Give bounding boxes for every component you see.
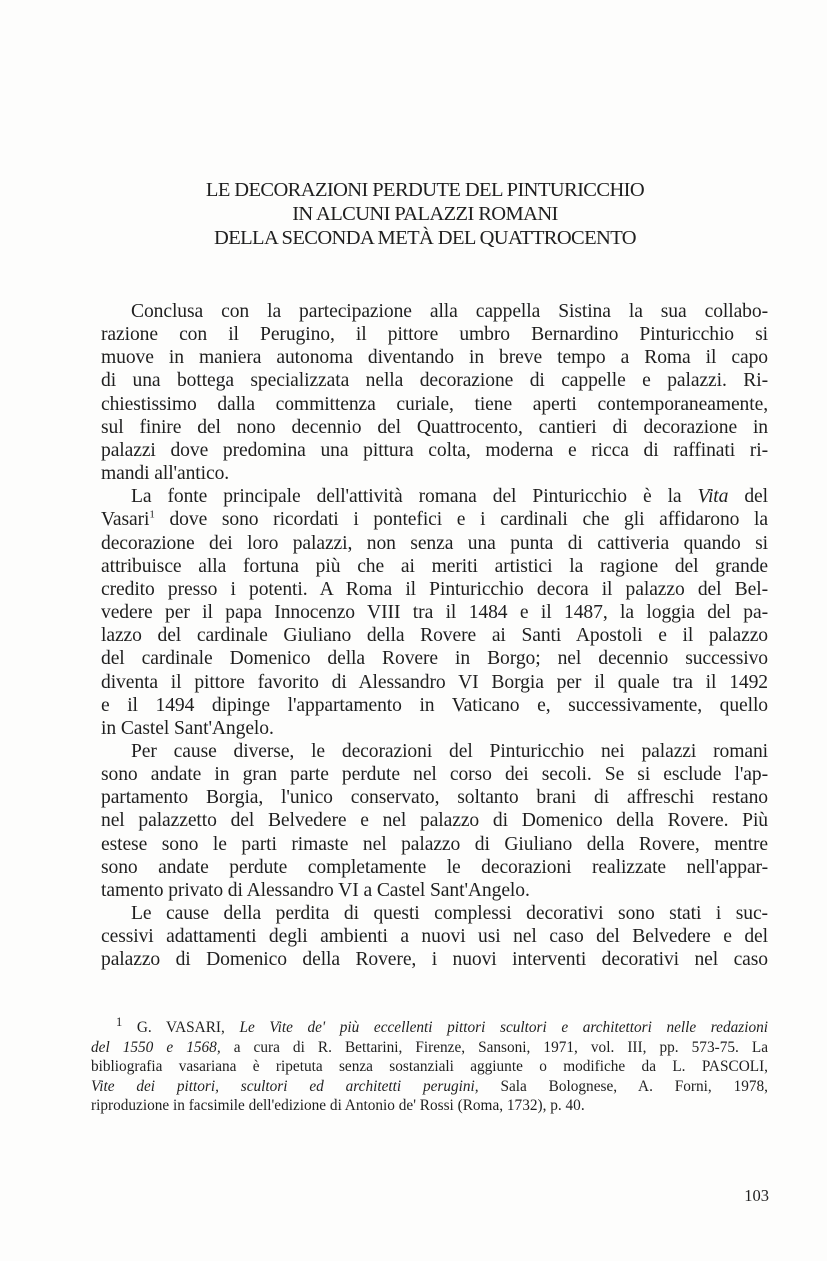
footnote-reference[interactable]: 1 <box>149 508 155 521</box>
footnote-author: G. VASARI, <box>136 1019 225 1036</box>
text-line: sul finire del nono decennio del Quattrocento, cantieri di decorazione in <box>101 416 768 438</box>
text-line: Le cause della perdita di questi complessi decorativi sono stati i suc- <box>131 903 768 925</box>
text-run: del <box>728 486 768 508</box>
text-line: vedere per il papa Innocenzo VIII tra il 1484 e il 1487, la loggia del pa- <box>101 602 768 624</box>
paragraph-2 <box>101 485 768 740</box>
text-run: Sala Bolognese, A. Forni, 1978, <box>500 1077 768 1095</box>
text-line: palazzi dove predomina una pittura colta, moderna e ricca di raffinati ri- <box>101 439 768 461</box>
text-line: mandi all'antico. <box>101 463 230 485</box>
text-line: estese sono le parti rimaste nel palazzo di Giuliano della Rovere, mentre <box>101 833 768 855</box>
text-line: sono andate in gran parte perdute nel corso dei secoli. Se si esclude l'ap- <box>101 764 768 786</box>
text-line: Conclusa con la partecipazione alla cappella Sistina la sua collabo- <box>131 301 768 322</box>
title-line-2: IN ALCUNI PALAZZI ROMANI <box>292 203 558 225</box>
work-title-vita: Vita <box>697 486 729 508</box>
text-line: credito presso i potenti. A Roma il Pinturicchio decora il palazzo del Bel- <box>101 578 768 600</box>
footnote-line: bibliografia vasariana è ripetuta senza sostanziali aggiunte o modifiche da L. PASCOLI, <box>91 1058 768 1075</box>
footnote-line <box>91 1014 769 1038</box>
text-line: muove in maniera autonoma diventando in breve tempo a Roma il capo <box>101 347 768 369</box>
title-line-3: DELLA SECONDA METÀ DEL QUATTROCENTO <box>213 227 636 249</box>
text-line: del cardinale Domenico della Rovere in Borgo; nel decennio successivo <box>101 648 768 670</box>
footnote-marker: 1 <box>116 1014 123 1029</box>
chapter-title <box>100 178 750 250</box>
footnote-line: riproduzione in facsimile dell'edizione di Antonio de' Rossi (Roma, 1732), p. 40. <box>91 1097 585 1114</box>
text-line: diventa il pittore favorito di Alessandro VI Borgia per il quale tra il 1492 <box>101 671 768 693</box>
text-line: e il 1494 dipinge l'appartamento in Vaticano e, successivamente, quello <box>101 694 768 716</box>
text-line: partamento Borgia, l'unico conservato, soltanto brani di affreschi restano <box>101 787 768 809</box>
text-line: cessivi adattamenti degli ambienti a nuovi usi nel caso del Belvedere e del <box>101 926 768 948</box>
text-line: in Castel Sant'Angelo. <box>101 717 274 739</box>
paragraph-3 <box>101 740 768 902</box>
footnote-work-title: Vite dei pittori, scultori ed architetti perugini, <box>91 1077 479 1095</box>
text-line: chiestissimo dalla committenza curiale, tiene aperti contemporaneamente, <box>101 393 768 415</box>
text-line: Per cause diverse, le decorazioni del Pinturicchio nei palazzi romani <box>131 740 768 762</box>
footnote-work-title: Le Vite de' più eccellenti pittori scultori e architettori nelle redazioni <box>239 1019 769 1036</box>
text-run: dove sono ricordati i pontefici e i cardinali che gli affidarono la <box>154 509 768 531</box>
text-line: di una bottega specializzata nella decorazione di cappelle e palazzi. Ri- <box>101 370 768 392</box>
text-line: razione con il Perugino, il pittore umbro Bernardino Pinturicchio si <box>101 324 768 346</box>
paragraph-4 <box>101 902 768 971</box>
text-run: Vasari <box>101 509 150 531</box>
text-line: sono andate perdute completamente le decorazioni realizzate nell'appar- <box>101 856 768 878</box>
title-line-1: LE DECORAZIONI PERDUTE DEL PINTURICCHIO <box>205 179 645 201</box>
text-run: La fonte principale dell'attività romana del Pinturicchio è la <box>131 486 698 508</box>
footnote-line <box>91 1077 768 1097</box>
page-number: 103 <box>744 1186 769 1205</box>
text-line: palazzo di Domenico della Rovere, i nuovi interventi decorativi nel caso <box>101 949 768 971</box>
footnote-work-title: del 1550 e 1568, <box>91 1038 221 1056</box>
paragraph-1 <box>101 300 768 485</box>
text-line: nel palazzetto del Belvedere e nel palazzo di Domenico della Rovere. Più <box>101 810 768 832</box>
text-run: a cura di R. Bettarini, Firenze, Sansoni, 1971, vol. III, pp. 573-75. La <box>233 1038 768 1056</box>
text-line: tamento privato di Alessandro VI a Castel Sant'Angelo. <box>101 879 530 901</box>
text-line <box>101 508 768 531</box>
text-line: decorazione dei loro palazzi, non senza una punta di cattiveria quando si <box>101 532 768 554</box>
text-line: lazzo del cardinale Giuliano della Rovere ai Santi Apostoli e il palazzo <box>101 625 768 647</box>
text-line <box>101 485 768 508</box>
text-line: attribuisce alla fortuna più che ai meriti artistici la ragione del grande <box>101 555 768 577</box>
main-text <box>101 300 768 972</box>
footnote-line <box>91 1038 768 1058</box>
footnote-1 <box>91 1014 769 1116</box>
